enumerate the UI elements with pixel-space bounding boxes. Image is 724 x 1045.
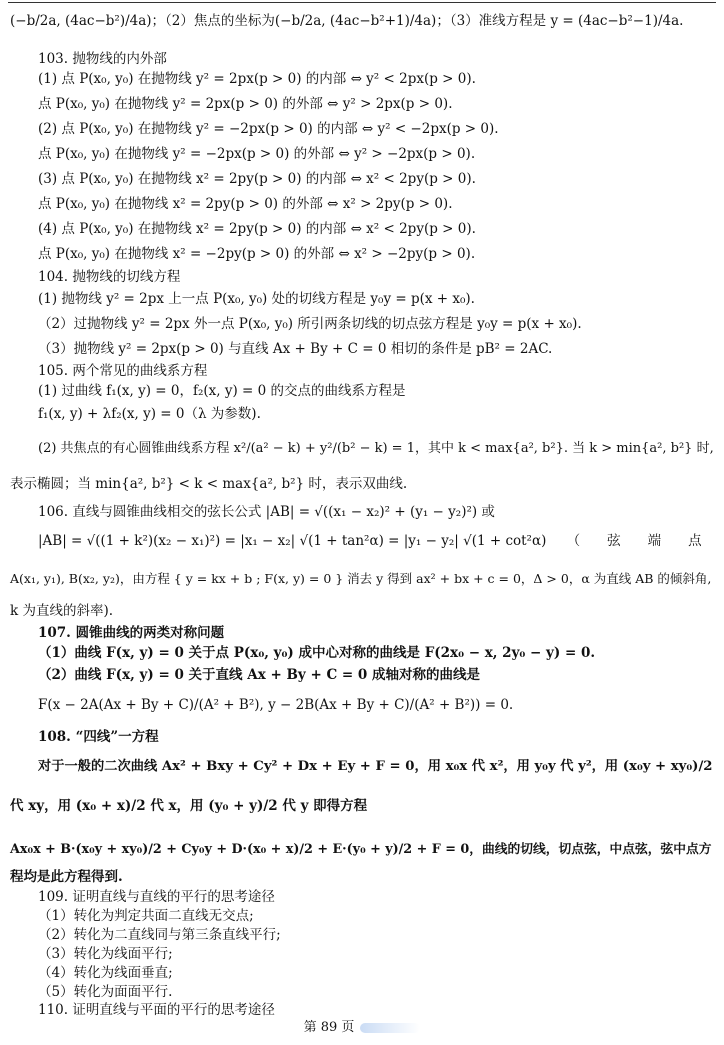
text-line: A(x₁, y₁), B(x₂, y₂)，由方程 { y = kx + b ; F(x, y) = 0 } 消去 y 得到 ax² + bx + c = 0，Δ > 0，α 为直线 AB 的倾斜角, [10,571,712,586]
text-line: 109. 证明直线与直线的平行的思考途径 [38,889,275,905]
text-line: (1) 点 P(x₀, y₀) 在抛物线 y² = 2px(p > 0) 的内部 ⇔ y² < 2px(p > 0). [38,71,476,87]
text-line: |AB| = √((1 + k²)(x₂ − x₁)²) = |x₁ − x₂| √(1 + tan²α) = |y₁ − y₂| √(1 + cot²α) （ 弦 端 点 [38,533,702,549]
text-line: 110. 证明直线与平面的平行的思考途径 [38,1002,275,1018]
text-line: (−b/2a, (4ac−b²)/4a)；（2）焦点的坐标为(−b/2a, (4ac−b²+1)/4a)；（3）准线方程是 y = (4ac−b²−1)/4a. [10,13,684,29]
text-line: Ax₀x + B·(x₀y + xy₀)/2 + Cy₀y + D·(x₀ + x)/2 + E·(y₀ + y)/2 + F = 0，曲线的切线，切点弦，中点弦，弦中点方 [10,842,712,857]
text-line: 点 P(x₀, y₀) 在抛物线 y² = −2px(p > 0) 的外部 ⇔ y² > −2px(p > 0). [38,146,476,162]
text-line: (2) 点 P(x₀, y₀) 在抛物线 y² = −2px(p > 0) 的内部 ⇔ y² < −2px(p > 0). [38,121,499,137]
text-line: (4) 点 P(x₀, y₀) 在抛物线 x² = 2py(p > 0) 的内部 ⇔ x² < 2py(p > 0). [38,221,476,237]
text-line: （5）转化为面面平行. [38,984,173,1000]
text-line: 106. 直线与圆锥曲线相交的弦长公式 |AB| = √((x₁ − x₂)² + (y₁ − y₂)²) 或 [38,504,495,520]
page-number: 第 89 页 [303,1020,355,1035]
text-line: 程均是此方程得到. [10,869,123,885]
text-line: F(x − 2A(Ax + By + C)/(A² + B²), y − 2B(Ax + By + C)/(A² + B²)) = 0. [38,697,514,713]
text-line: （1）曲线 F(x, y) = 0 关于点 P(x₀, y₀) 成中心对称的曲线是 F(2x₀ − x, 2y₀ − y) = 0. [38,645,596,661]
page-footer [0,1016,724,1035]
text-line: （2）转化为二直线同与第三条直线平行; [38,927,281,943]
text-line: 104. 抛物线的切线方程 [38,269,181,285]
text-line: （2）过抛物线 y² = 2px 外一点 P(x₀, y₀) 所引两条切线的切点弦方程是 y₀y = p(x + x₀). [38,316,582,332]
text-line: 点 P(x₀, y₀) 在抛物线 x² = −2py(p > 0) 的外部 ⇔ x² > −2py(p > 0). [38,246,476,262]
text-line: （3）转化为线面平行; [38,946,173,962]
text-line: （2）曲线 F(x, y) = 0 关于直线 Ax + By + C = 0 成轴对称的曲线是 [38,667,480,683]
text-line: 103. 抛物线的内外部 [38,51,167,67]
text-line: 107. 圆锥曲线的两类对称问题 [38,625,225,641]
text-line: f₁(x, y) + λf₂(x, y) = 0（λ 为参数). [38,406,261,422]
text-line: 对于一般的二次曲线 Ax² + Bxy + Cy² + Dx + Ey + F = 0，用 x₀x 代 x²，用 y₀y 代 y²，用 (x₀y + xy₀)/2 [38,759,713,774]
text-line: 点 P(x₀, y₀) 在抛物线 y² = 2px(p > 0) 的外部 ⇔ y² > 2px(p > 0). [38,96,453,112]
text-line: 表示椭圆；当 min{a², b²} < k < max{a², b²} 时，表示双曲线. [10,476,408,492]
text-line: (3) 点 P(x₀, y₀) 在抛物线 x² = 2py(p > 0) 的内部 ⇔ x² < 2py(p > 0). [38,171,476,187]
text-line: (2) 共焦点的有心圆锥曲线系方程 x²/(a² − k) + y²/(b² − k) = 1，其中 k < max{a², b²}. 当 k > min{a², b²} 时, [38,441,714,456]
text-line: 105. 两个常见的曲线系方程 [38,363,208,379]
text-line: （1）转化为判定共面二直线无交点; [38,908,254,924]
text-line: 代 xy，用 (x₀ + x)/2 代 x，用 (y₀ + y)/2 代 y 即得方程 [10,798,368,814]
text-line: 点 P(x₀, y₀) 在抛物线 x² = 2py(p > 0) 的外部 ⇔ x² > 2py(p > 0). [38,196,453,212]
text-line: （4）转化为线面垂直; [38,965,173,981]
text-line: （3）抛物线 y² = 2px(p > 0) 与直线 Ax + By + C = 0 相切的条件是 pB² = 2AC. [38,341,553,357]
text-line: (1) 过曲线 f₁(x, y) = 0，f₂(x, y) = 0 的交点的曲线系方程是 [38,383,406,399]
text-line: k 为直线的斜率). [10,603,114,619]
footer-highlight [360,1023,420,1033]
text-line: (1) 抛物线 y² = 2px 上一点 P(x₀, y₀) 处的切线方程是 y₀y = p(x + x₀). [38,291,475,307]
text-line: 108. “四线”一方程 [38,729,159,745]
top-rule [8,2,716,3]
